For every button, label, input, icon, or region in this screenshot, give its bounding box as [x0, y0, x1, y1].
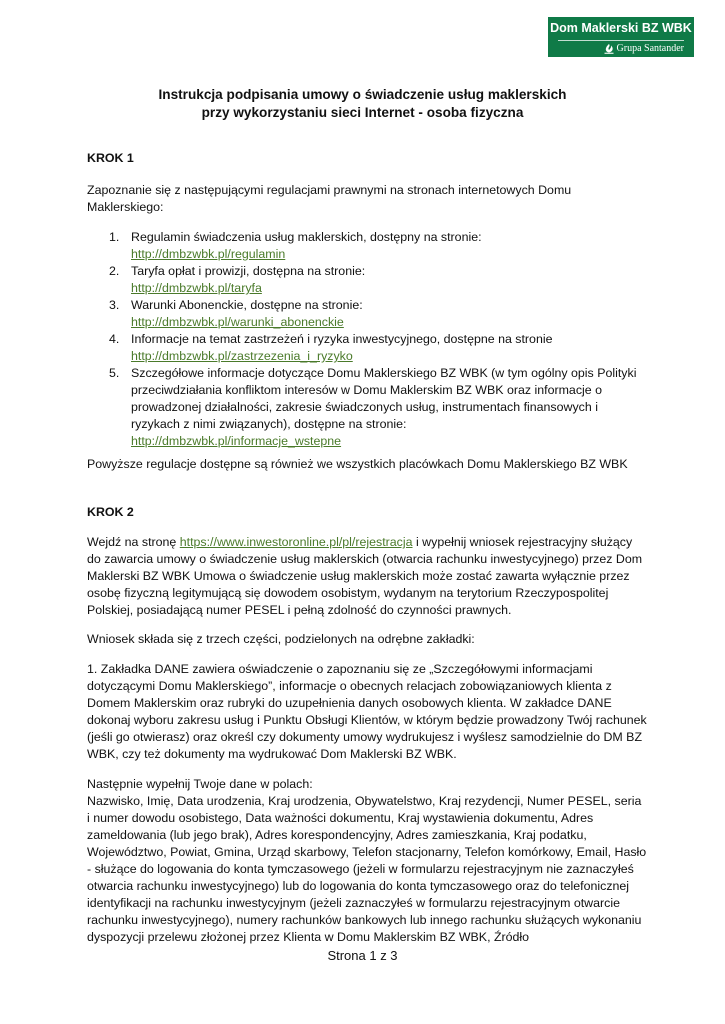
- regulations-list: [87, 229, 647, 450]
- taryfa-link[interactable]: http://dmbzwbk.pl/taryfa: [131, 281, 262, 295]
- step2-paragraph-3: 1. Zakładka DANE zawiera oświadczenie o zapoznaniu się ze „Szczegółowymi informacjami dotyczącymi Domu Maklerskiego”, informacje o obecnych relacjach zobowiązaniowych klienta z Domem Maklerskim oraz rubryki do uzupełnienia danych osobowych klienta. W zakładce DANE dokonaj wyboru zakresu usług i Punktu Obsługi Klientów, w którym będzie prowadzony Twój rachunek (jeśli go otwierasz) oraz określ czy dokumenty umowy wydrukujesz i wyślesz samodzielnie do DM BZ WBK, czy też dokumenty ma wydrukować Dom Maklerski BZ WBK.: [87, 662, 647, 761]
- step2-heading: KROK 2: [87, 505, 134, 519]
- rejestracja-link[interactable]: https://www.inwestoronline.pl/pl/rejestracja: [179, 535, 413, 549]
- list-item: 4. Informacje na temat zastrzeżeń i ryzyka inwestycyjnego, dostępne na stronie http://dmbzwbk.pl/zastrzezenia_i_ryzyko: [109, 332, 553, 363]
- logo-divider: [558, 40, 684, 41]
- list-item: 2. Taryfa opłat i prowizji, dostępna na stronie: http://dmbzwbk.pl/taryfa: [109, 264, 366, 295]
- step2-paragraph-2: Wniosek składa się z trzech części, podzielonych na odrębne zakładki:: [87, 632, 475, 646]
- logo-name: Dom Maklerski BZ WBK: [550, 21, 692, 35]
- informacje-wstepne-link[interactable]: http://dmbzwbk.pl/informacje_wstepne: [131, 434, 342, 448]
- list-item: 3. Warunki Abonenckie, dostępne na stronie: http://dmbzwbk.pl/warunki_abonenckie: [109, 298, 363, 329]
- santander-flame-icon: [604, 44, 614, 54]
- company-logo: [548, 17, 694, 57]
- page-number: Strona 1 z 3: [327, 948, 398, 963]
- step2-paragraph-4: Następnie wypełnij Twoje dane w polach: Nazwisko, Imię, Data urodzenia, Kraj urodzenia, Obywatelstwo, Kraj rezydencji, Numer PESEL, seria i numer dowodu osobistego, Data ważności dokumentu, Kraj wystawienia dokumentu, Adres zameldowania (lub jego brak), Adres korespondencyjny, Adres zamieszkania, Kraj podatku, Województwo, Powiat, Gmina, Urząd skarbowy, Telefon stacjonarny, Telefon komórkowy, Email, Hasło - służące do logowania do konta tymczasowego (jeżeli w formularzu rejestracyjnym nie zaznaczyłeś otwarcia rachunku inwestycyjnego) lub do logowania do konta tymczasowego oraz do telefonicznej identyfikacji na rachunku inwestycyjnym (jeżeli zaznaczyłeś w formularzu rejestracyjnym otwarcie rachunku inwestycyjnego), numery rachunków bankowych lub innego rachunku służących wykonaniu dyspozycji przelewu złożonej przez Klienta w Domu Maklerskim BZ WBK, Źródło: [87, 777, 647, 944]
- step2-paragraph-1: Wejdź na stronę https://www.inwestoronline.pl/pl/rejestracja i wypełnij wniosek rejestracyjny służący do zawarcia umowy o świadczenie usług maklerskich (otwarcia rachunku inwestycyjnego) przez Dom Maklerski BZ WBK Umowa o świadczenie usług maklerskich może zostać zawarta wyłącznie przez osobę fizyczną legitymującą się dowodem osobistym, wydanym na terytorium Rzeczypospolitej Polskiej, posiadającą numer PESEL i pełną zdolność do czynności prawnych.: [87, 535, 643, 617]
- document-title-line-1: Instrukcja podpisania umowy o świadczenie usług maklerskich: [158, 87, 567, 102]
- step1-intro: Zapoznanie się z następującymi regulacjami prawnymi na stronach internetowych Domu Maklerskiego:: [87, 183, 572, 214]
- step1-heading: KROK 1: [87, 151, 134, 165]
- regulamin-link[interactable]: http://dmbzwbk.pl/regulamin: [131, 247, 286, 261]
- logo-group-text: Grupa Santander: [616, 43, 684, 54]
- logo-group: [604, 43, 684, 54]
- zastrzezenia-link[interactable]: http://dmbzwbk.pl/zastrzezenia_i_ryzyko: [131, 349, 353, 363]
- list-item: 5. Szczegółowe informacje dotyczące Domu Maklerskiego BZ WBK (w tym ogólny opis Polityki przeciwdziałania konfliktom interesów w Domu Maklerskim BZ WBK oraz informacje o prowadzonej działalności, zakresie świadczonych usług, instrumentach finansowych i ryzykach z nimi związanych), dostępne na stronie: http://dmbzwbk.pl/informacje_wstepne: [109, 366, 637, 448]
- list-item: 1. Regulamin świadczenia usług maklerskich, dostępny na stronie: http://dmbzwbk.pl/regulamin: [109, 230, 482, 261]
- document-title-line-2: przy wykorzystaniu sieci Internet - osoba fizyczna: [201, 105, 524, 120]
- step1-outro: Powyższe regulacje dostępne są również we wszystkich placówkach Domu Maklerskiego BZ WBK: [87, 457, 628, 471]
- warunki-abonenckie-link[interactable]: http://dmbzwbk.pl/warunki_abonenckie: [131, 315, 344, 329]
